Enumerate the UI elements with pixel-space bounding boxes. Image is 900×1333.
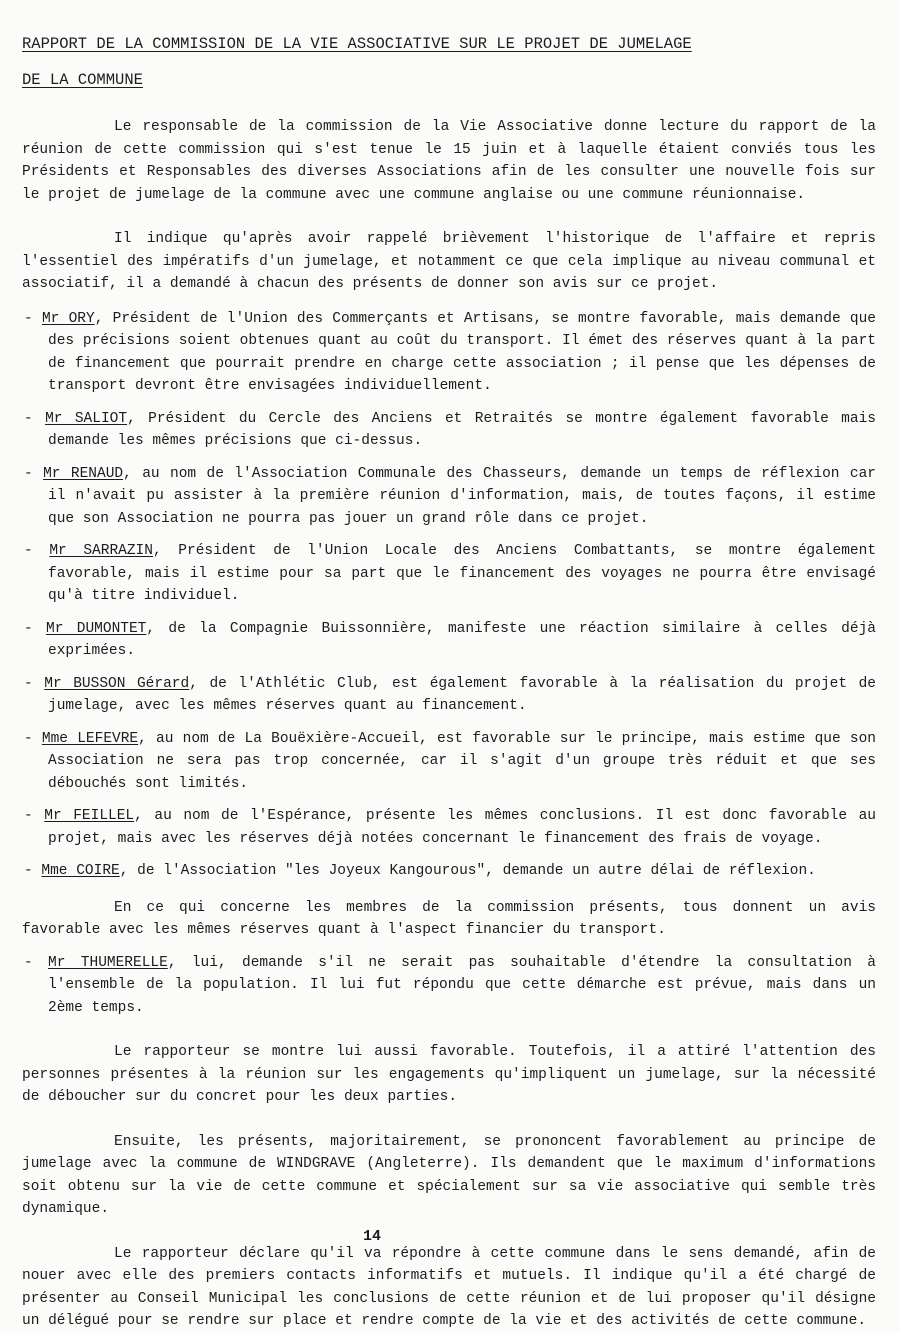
list-item: - Mme LEFEVRE, au nom de La Bouëxière-Accueil, est favorable sur le principe, mais estime que son Association ne sera pas trop concernée, car il s'agit d'un groupe très réduit et que ses débouchés sont limités. (24, 730, 877, 792)
list-item: - Mr FEILLEL, au nom de l'Espérance, présente les mêmes conclusions. Il est donc favorable au projet, mais avec les réserves déjà notées concernant le financement des frais de voyage. (24, 808, 877, 847)
list-item: - Mr SARRAZIN, Président de l'Union Locale des Anciens Combattants, se montre également favorable, mais il estime pour sa part que le financement des voyages ne pourra être envisagé qu'à titre individuel. (24, 543, 877, 604)
item-text: , au nom de La Bouëxière-Accueil, est favorable sur le principe, mais estime que son Association ne sera pas trop concernée, car il s'agit d'un groupe très réduit et que ses débouchés sont limités. (48, 730, 877, 792)
list-item-thumerelle: - Mr THUMERELLE, lui, demande s'il ne serait pas souhaitable d'étendre la consultation à l'ensemble de la population. Il lui fut répondu que cette démarche est prévue, mais dans un 2ème temps. (24, 954, 876, 1016)
item-text: , lui, demande s'il ne serait pas souhaitable d'étendre la consultation à l'ensemble de la population. Il lui fut répondu que cette démarche est prévue, mais dans un 2ème temps. (48, 954, 876, 1016)
person-name: Mme LEFEVRE (41, 730, 139, 747)
person-name: Mr FEILLEL (44, 808, 135, 824)
item-text: , de l'Athlétic Club, est également favorable à la réalisation du projet de jumelage, avec les mêmes réserves quant au financement. (48, 675, 877, 714)
list-item: - Mr BUSSON Gérard, de l'Athlétic Club, est également favorable à la réalisation du projet de jumelage, avec les mêmes réserves quant au financement. (24, 675, 877, 714)
person-name: Mr RENAUD (43, 465, 124, 482)
list-item: - Mme COIRE, de l'Association "les Joyeux Kangourous", demande un autre délai de réflexion. (24, 863, 816, 879)
list-item: - Mr ORY, Président de l'Union des Commerçants et Artisans, se montre favorable, mais demande que des précisions soient obtenues quant au coût du transport. Il émet des réserves quant à la part de financement que pourrait prendre en charge cette association ; il pense que les dépenses de transport devront être envisagées individuellement. (24, 310, 876, 394)
intro-paragraph-1: Le responsable de la commission de la Vie Associative donne lecture du rapport de la réunion de cette commission qui s'est tenue le 15 juin et à laquelle étaient conviés tous les Présidents et Responsables des diverses Associations afin de les consulter une nouvelle fois sur le projet de jumelage de la commune avec une commune anglaise ou une commune réunionnaise. (22, 119, 876, 203)
closing-paragraph-2: Ensuite, les présents, majoritairement, se prononcent favorablement au principe de jumelage avec la commune de WINDGRAVE (Angleterre). Ils demandent que le maximum d'informations soit obtenu sur la vie de cette commune et spécialement sur sa vie associative qui semble très dynamique. (22, 1133, 876, 1217)
closing-paragraph-1: Le rapporteur se montre lui aussi favorable. Toutefois, il a attiré l'attention des personnes présentes à la réunion sur les engagements qu'impliquent un jumelage, sur la nécessité de déboucher sur du concret pour les deux parties. (22, 1044, 876, 1105)
title-line-2: DE LA COMMUNE (22, 71, 143, 89)
title-line-1: RAPPORT DE LA COMMISSION DE LA VIE ASSOCIATIVE SUR LE PROJET DE JUMELAGE (22, 35, 692, 53)
opinions-list (22, 308, 876, 883)
document-title (22, 26, 876, 98)
person-name: Mme COIRE (41, 863, 120, 879)
item-text: , de la Compagnie Buissonnière, manifeste une réaction similaire à celles déjà exprimées. (48, 620, 876, 659)
item-text: , Président de l'Union des Commerçants et Artisans, se montre favorable, mais demande que des précisions soient obtenues quant au coût du transport. Il émet des réserves quant à la part de financement que pourrait prendre en charge cette association ; il pense que les dépenses de transport devront être envisagées individuellement. (48, 310, 876, 394)
person-name: Mr BUSSON Gérard (44, 675, 190, 692)
item-text: , Président de l'Union Locale des Anciens Combattants, se montre également favorable, mais il estime pour sa part que le financement des voyages ne pourra être envisagé qu'à titre individuel. (48, 543, 877, 604)
person-name: Mr SARRAZIN (49, 543, 153, 559)
person-name: Mr SALIOT (45, 410, 128, 427)
intro-paragraph-2: Il indique qu'après avoir rappelé brièvement l'historique de l'affaire et repris l'essentiel des impératifs d'un jumelage, et notamment ce que cela implique au niveau communal et associatif, il a demandé à chacun des présents de donner son avis sur ce projet. (22, 231, 876, 292)
item-text: , au nom de l'Espérance, présente les mêmes conclusions. Il est donc favorable au projet, mais avec les réserves déjà notées concernant le financement des frais de voyage. (48, 808, 877, 847)
item-text: , de l'Association "les Joyeux Kangourous", demande un autre délai de réflexion. (119, 863, 816, 879)
person-name: Mr ORY (41, 310, 95, 327)
item-text: , Président du Cercle des Anciens et Retraités se montre également favorable mais demande les mêmes précisions que ci-dessus. (48, 410, 876, 449)
list-item: - Mr DUMONTET, de la Compagnie Buissonnière, manifeste une réaction similaire à celles déjà exprimées. (24, 620, 876, 659)
closing-paragraph-3: Le rapporteur déclare qu'il va répondre à cette commune dans le sens demandé, afin de nouer avec elle des premiers contacts informatifs et mutuels. Il indique qu'il a été chargé de présenter au Conseil Municipal les conclusions de cette réunion et de lui proposer qu'il désigne un délégué pour se rendre sur place et rendre compte de la vie et des activités de cette commune. (22, 1245, 876, 1329)
item-text: , au nom de l'Association Communale des Chasseurs, demande un temps de réflexion car il n'avait pu assister à la première réunion d'information, mais, de toutes façons, il estime que son Association ne pourra pas jouer un grand rôle dans ce projet. (48, 465, 876, 527)
list-item: - Mr SALIOT, Président du Cercle des Anciens et Retraités se montre également favorable mais demande les mêmes précisions que ci-dessus. (24, 410, 876, 449)
page-number: 14 (363, 1228, 382, 1245)
person-name: Mr DUMONTET (46, 620, 147, 637)
person-name: Mr THUMERELLE (48, 954, 168, 971)
members-paragraph: En ce qui concerne les membres de la commission présents, tous donnent un avis favorable avec les mêmes réserves quant à l'aspect financier du transport. (22, 899, 876, 938)
list-item: - Mr RENAUD, au nom de l'Association Communale des Chasseurs, demande un temps de réflexion car il n'avait pu assister à la première réunion d'information, mais, de toutes façons, il estime que son Association ne pourra pas jouer un grand rôle dans ce projet. (24, 465, 876, 527)
